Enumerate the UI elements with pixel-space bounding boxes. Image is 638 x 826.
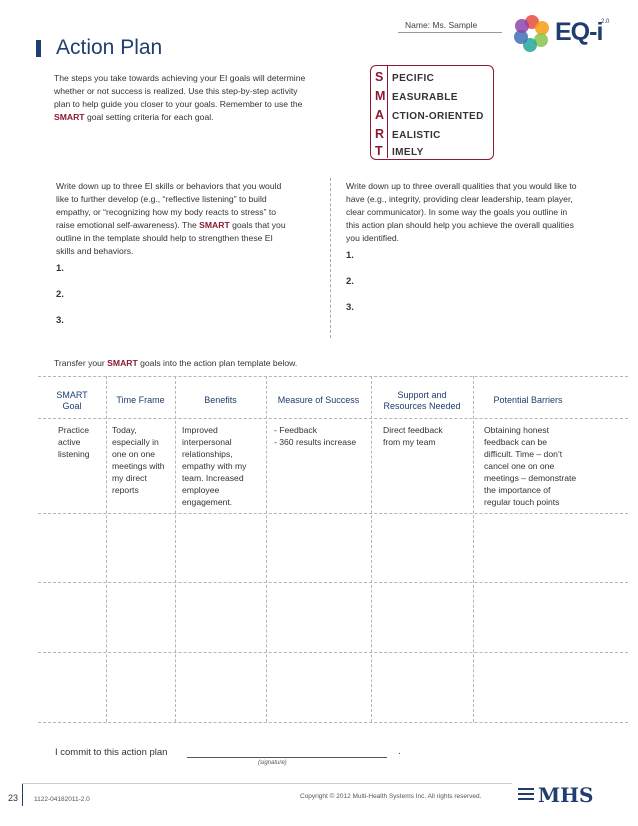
page-title: Action Plan (56, 36, 163, 59)
commit-statement: I commit to this action plan (55, 747, 168, 758)
header-benefits: Benefits (204, 395, 237, 405)
transfer-instruction: Transfer your SMART goals into the action plan template below. (54, 358, 298, 368)
intro-line: whether or not success is realized. Use this step-by-step activity (54, 86, 298, 96)
table-rule (38, 376, 628, 377)
cell-benefits: Improved interpersonal relationships, empathy with my team. Increased employee engagement. (182, 425, 247, 507)
table-col-divider (266, 376, 267, 722)
logo-version: 2.0 (601, 19, 610, 25)
intro-line: plan to help guide you closer to your goals. Remember to use the (54, 99, 303, 109)
quality-2-label: 2. (346, 276, 354, 287)
cell-smart-goal: Practice active listening (58, 425, 90, 459)
signature-label: (signature) (258, 760, 287, 766)
intro-paragraph (54, 72, 344, 124)
cell-potential-barriers: Obtaining honest feedback can be difficult. Time – don’t cancel one on one meetings – demonstrate the importance of regular touch points (484, 425, 577, 507)
quality-3-label: 3. (346, 302, 354, 313)
footer-rule (22, 783, 512, 784)
eqi-flower-icon (512, 13, 552, 53)
smart-row: T IMELY (375, 144, 424, 158)
smart-row: R EALISTIC (375, 127, 441, 141)
table-rule (38, 722, 628, 723)
intro-line: The steps you take towards achieving your EI goals will determine (54, 73, 306, 83)
copyright-notice: Copyright © 2012 Multi-Health Systems Inc. All rights reserved. (300, 793, 482, 800)
mhs-mark-icon (518, 786, 534, 802)
name-underline (398, 32, 502, 33)
cell-measure-of-success: - Feedback - 360 results increase (274, 425, 357, 447)
mhs-logo (518, 786, 534, 807)
ei-skill-1-label: 1. (56, 263, 64, 274)
smart-row: S PECIFIC (375, 70, 435, 84)
document-code: 1122-04182011-2.0 (34, 796, 90, 803)
qualities-instructions: Write down up to three overall qualities that you would like to have (e.g., integrity, providing clear leadership, team player, clear communicator). In some way the goals you outline in this action plan should help you achieve the overall qualities you identified. (346, 181, 577, 243)
smart-row: M EASURABLE (375, 89, 458, 103)
title-accent-bar (36, 40, 41, 57)
column-divider (330, 178, 331, 338)
header-potential-barriers: Potential Barriers (493, 395, 563, 405)
cell-time-frame: Today, especially in one on one meetings with my direct reports (112, 425, 165, 495)
header-support-resources: Support and Resources Needed (383, 390, 461, 411)
smart-row: A CTION-ORIENTED (375, 108, 484, 122)
header-smart-goal: SMART Goal (56, 390, 88, 411)
header-measure-of-success: Measure of Success (277, 395, 360, 405)
table-col-divider (106, 376, 107, 722)
table-rule (38, 418, 628, 419)
commit-end-dot: . (398, 746, 401, 757)
name-label: Name: Ms. Sample (405, 20, 478, 30)
ei-skill-2-label: 2. (56, 289, 64, 300)
table-rule (38, 652, 628, 653)
signature-line[interactable] (187, 757, 387, 758)
footer-tick (22, 784, 23, 806)
header-time-frame: Time Frame (116, 395, 165, 405)
cell-support-resources: Direct feedback from my team (383, 425, 443, 447)
quality-1-label: 1. (346, 250, 354, 261)
smart-word: SMART (54, 112, 85, 122)
ei-skill-3-label: 3. (56, 315, 64, 326)
page-number: 23 (8, 793, 19, 803)
table-rule (38, 513, 628, 514)
table-col-divider (175, 376, 176, 722)
table-rule (38, 582, 628, 583)
mhs-brand-text: MHS (538, 783, 594, 807)
intro-line: SMART goal setting criteria for each goal. (54, 112, 214, 122)
ei-skills-instructions: Write down up to three EI skills or behaviors that you would like to further develop (e.g., “reflective listening” to build empathy, or “recognizing how my body reacts to stress” to raise emotional self-awareness). The SMART goals that you outline in the template should help to strengthen these EI skills and behaviors. (56, 181, 286, 256)
logo-text: EQ-i (555, 18, 603, 46)
table-col-divider (473, 376, 474, 722)
table-col-divider (371, 376, 372, 722)
eqi-logo (510, 12, 620, 54)
